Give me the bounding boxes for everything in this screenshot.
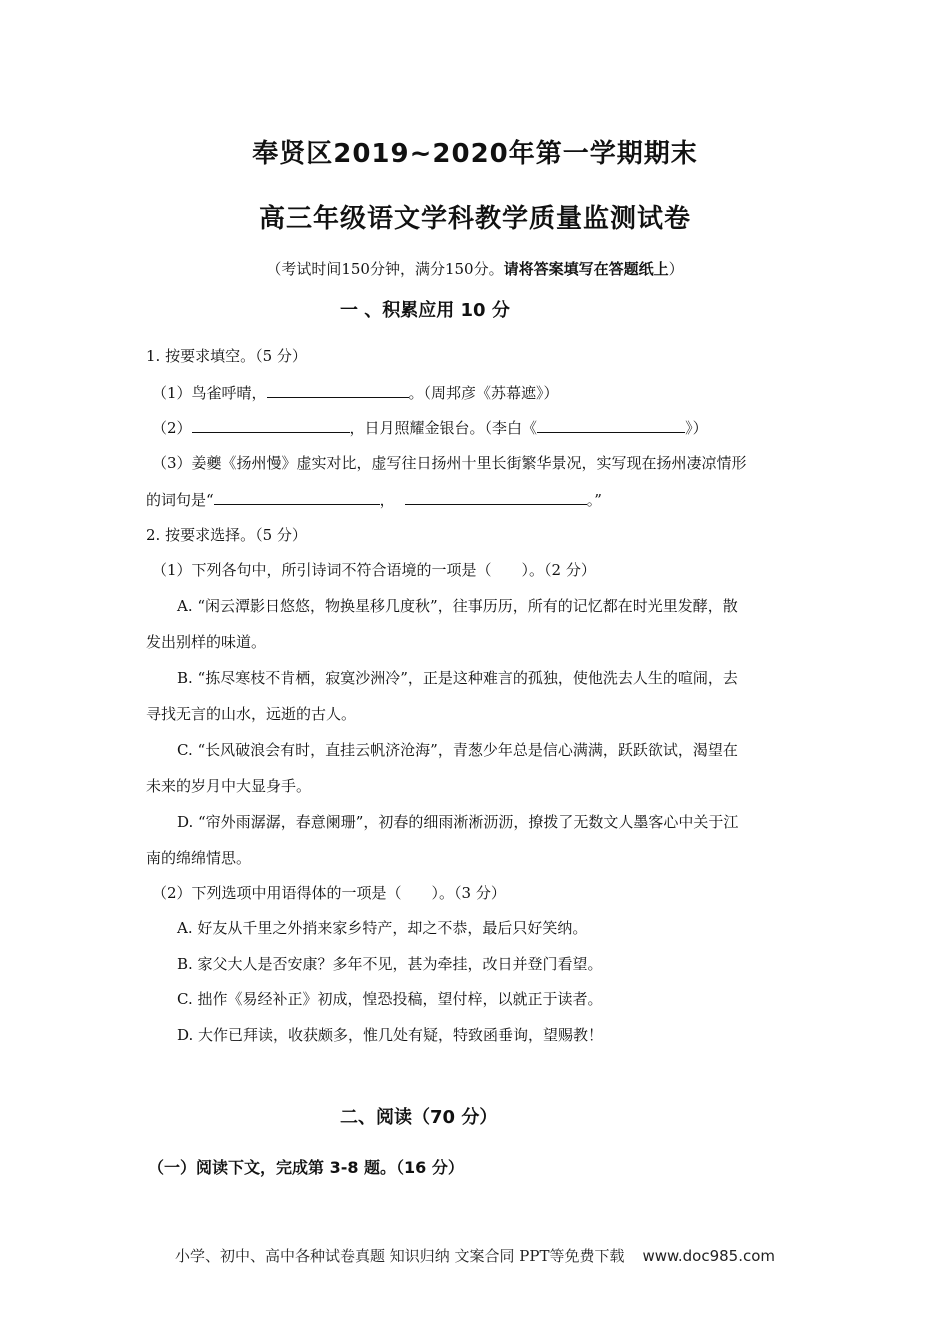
answer-blank[interactable] xyxy=(537,417,685,433)
exam-note-bold: 请将答案填写在答题纸上 xyxy=(503,260,669,278)
q2-sub1-option-b: B. “拣尽寒枝不肯栖，寂寞沙洲冷”，正是这种难言的孤独，使他洗去人生的喧闹，去 xyxy=(177,669,738,687)
exam-title-line2: 高三年级语文学科教学质量监测试卷 xyxy=(258,204,691,234)
q1-item1: （1）鸟雀呼晴， 。（周邦彦《苏幕遮》） xyxy=(152,384,559,402)
q2-sub2-stem: （2）下列选项中用语得体的一项是（ ）。（3 分） xyxy=(152,884,506,902)
q2-sub2-option-a: A. 好友从千里之外捎来家乡特产，却之不恭，最后只好笑纳。 xyxy=(177,919,588,937)
footer-text: 小学、初中、高中各种试卷真题 知识归纳 文案合同 PPT等免费下载 xyxy=(174,1247,625,1265)
answer-blank[interactable] xyxy=(405,489,587,505)
q1-stem: 1. 按要求填空。（5 分） xyxy=(146,347,307,365)
q2-sub1-option-b-cont: 寻找无言的山水，远逝的古人。 xyxy=(146,705,357,723)
q2-sub2-option-b: B. 家父大人是否安康？多年不见，甚为牵挂，改日并登门看望。 xyxy=(177,955,603,973)
q2-sub1-option-a-cont: 发出别样的味道。 xyxy=(146,633,267,651)
q2-sub2-option-c: C. 拙作《易经补正》初成，惶恐投稿，望付梓，以就正于读者。 xyxy=(177,990,603,1008)
exam-title-line1: 奉贤区2019~2020年第一学期期末 xyxy=(252,139,698,169)
part1-heading: （一）阅读下文，完成第 3-8 题。（16 分） xyxy=(148,1158,464,1177)
exam-note: （考试时间150分钟，满分150分。请将答案填写在答题纸上） xyxy=(266,260,684,278)
answer-blank[interactable] xyxy=(214,489,380,505)
q1-item3-line1: （3）姜夔《扬州慢》虚实对比，虚写往日扬州十里长街繁华景况，实写现在扬州凄凉情形 xyxy=(152,454,747,472)
footer-url[interactable]: www.doc985.com xyxy=(642,1247,776,1265)
q1-item3-line2: 的词句是“ ， 。” xyxy=(146,491,602,509)
q2-sub1-option-d: D. “帘外雨潺潺，春意阑珊”，初春的细雨淅淅沥沥，撩拨了无数文人墨客心中关于江 xyxy=(177,813,739,831)
answer-blank[interactable] xyxy=(267,382,409,398)
q2-stem: 2. 按要求选择。（5 分） xyxy=(146,526,307,544)
section2-heading: 二、阅读（70 分） xyxy=(340,1107,498,1128)
q2-sub1-option-a: A. “闲云潭影日悠悠，物换星移几度秋”，往事历历，所有的记忆都在时光里发酵，散 xyxy=(177,597,738,615)
section1-heading: 一 、积累应用 10 分 xyxy=(340,300,510,321)
answer-blank[interactable] xyxy=(192,417,350,433)
q1-item2: （2） ，日月照耀金银台。（李白《 》） xyxy=(152,419,708,437)
q2-sub1-option-d-cont: 南的绵绵情思。 xyxy=(146,849,252,867)
q2-sub1-option-c: C. “长风破浪会有时，直挂云帆济沧海”，青葱少年总是信心满满，跃跃欲试，渴望在 xyxy=(177,741,738,759)
q2-sub1-option-c-cont: 未来的岁月中大显身手。 xyxy=(146,777,312,795)
q2-sub2-option-d: D. 大作已拜读，收获颇多，惟几处有疑，特致函垂询，望赐教！ xyxy=(177,1026,604,1044)
page-footer xyxy=(0,1245,950,1266)
q2-sub1-stem: （1）下列各句中，所引诗词不符合语境的一项是（ ）。（2 分） xyxy=(152,561,596,579)
